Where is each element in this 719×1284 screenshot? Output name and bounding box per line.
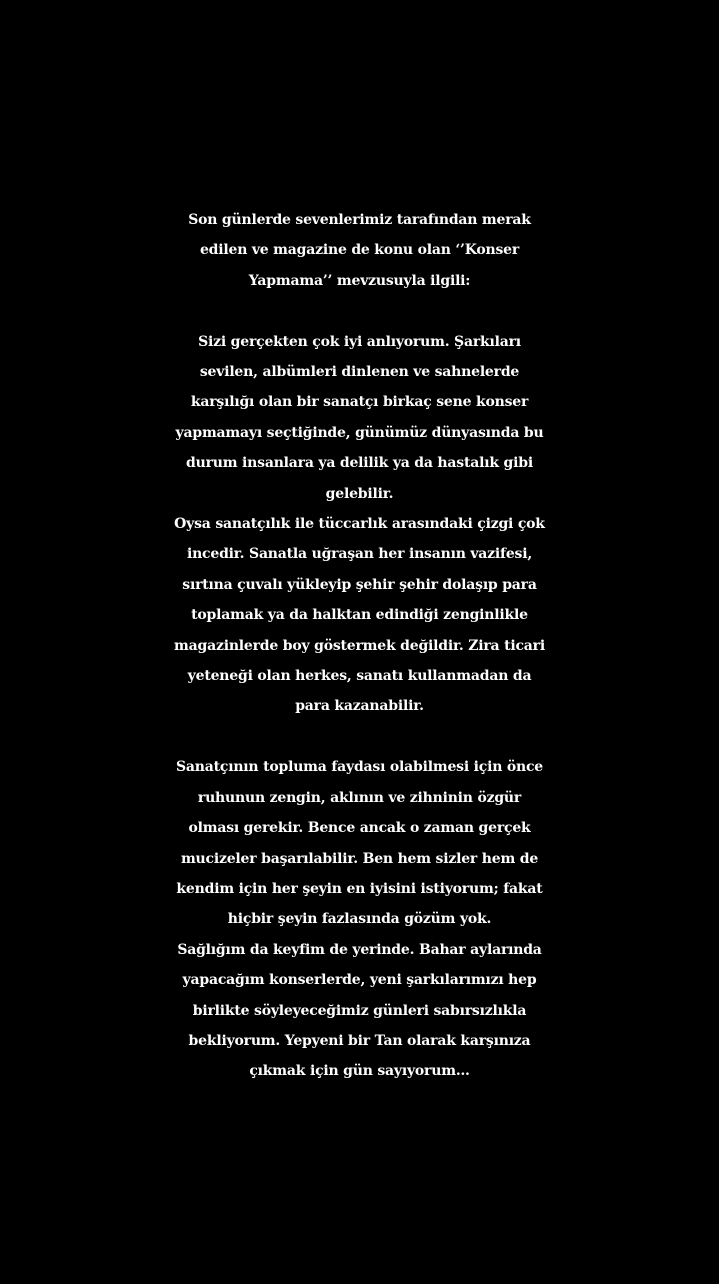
text-line: sevilen, albümleri dinlenen ve sahnelerde: [199, 364, 520, 381]
text-line: para kazanabilir.: [295, 698, 424, 715]
text-line: yapmamayı seçtiğinde, günümüz dünyasında bu: [175, 424, 544, 441]
text-line: sırtına çuvalı yükleyip şehir şehir dolaşıp para: [182, 576, 537, 593]
text-line: hiçbir şeyin fazlasında gözüm yok.: [227, 911, 492, 928]
text-line: magazinlerde boy göstermek değildir. Zira ticari: [174, 637, 545, 654]
intro-paragraph: [0, 205, 719, 296]
text-line: kendim için her şeyin en iyisini istiyorum; fakat: [176, 880, 543, 897]
text-line: çıkmak için gün sayıyorum…: [249, 1063, 470, 1080]
text-line: Oysa sanatçılık ile tüccarlık arasındaki çizgi çok: [174, 516, 545, 533]
text-line: Sizi gerçekten çok iyi anlıyorum. Şarkıları: [198, 333, 521, 350]
text-line: incedir. Sanatla uğraşan her insanın vazifesi,: [186, 546, 533, 563]
text-line: Yapmama’’ mevzusuyla ilgili:: [248, 272, 471, 289]
text-line: yeteneği olan herkes, sanatı kullanmadan da: [187, 668, 532, 685]
body-paragraph-2: [0, 752, 719, 1086]
text-line: karşılığı olan bir sanatçı birkaç sene konser: [190, 394, 529, 411]
text-line: Son günlerde sevenlerimiz tarafından merak: [188, 212, 531, 228]
text-line: edilen ve magazine de konu olan ‘’Konser: [199, 242, 520, 259]
text-line: gelebilir.: [325, 485, 394, 502]
text-line: yapacağım konserlerde, yeni şarkılarımızı hep: [182, 972, 537, 989]
text-line: mucizeler başarılabilir. Ben hem sizler hem de: [180, 850, 539, 867]
paragraph-gap: [0, 296, 719, 326]
text-line: birlikte söyleyeceğimiz günleri sabırsızlıkla: [192, 1002, 527, 1019]
body-paragraph-1: [0, 327, 719, 722]
text-line: toplamak ya da halktan edindiği zenginlikle: [191, 607, 528, 624]
text-line: durum insanlara ya delilik ya da hastalık gibi: [186, 455, 533, 472]
text-line: ruhunun zengin, aklının ve zihninin özgür: [197, 789, 522, 806]
text-line: Sanatçının topluma faydası olabilmesi için önce: [175, 759, 543, 776]
text-line: Sağlığım da keyfim de yerinde. Bahar aylarında: [177, 941, 542, 958]
text-line: olması gerekir. Bence ancak o zaman gerçek: [188, 820, 531, 837]
text-line: bekliyorum. Yepyeni bir Tan olarak karşınıza: [188, 1032, 531, 1049]
story-text-block: [0, 205, 719, 1087]
paragraph-gap: [0, 722, 719, 752]
